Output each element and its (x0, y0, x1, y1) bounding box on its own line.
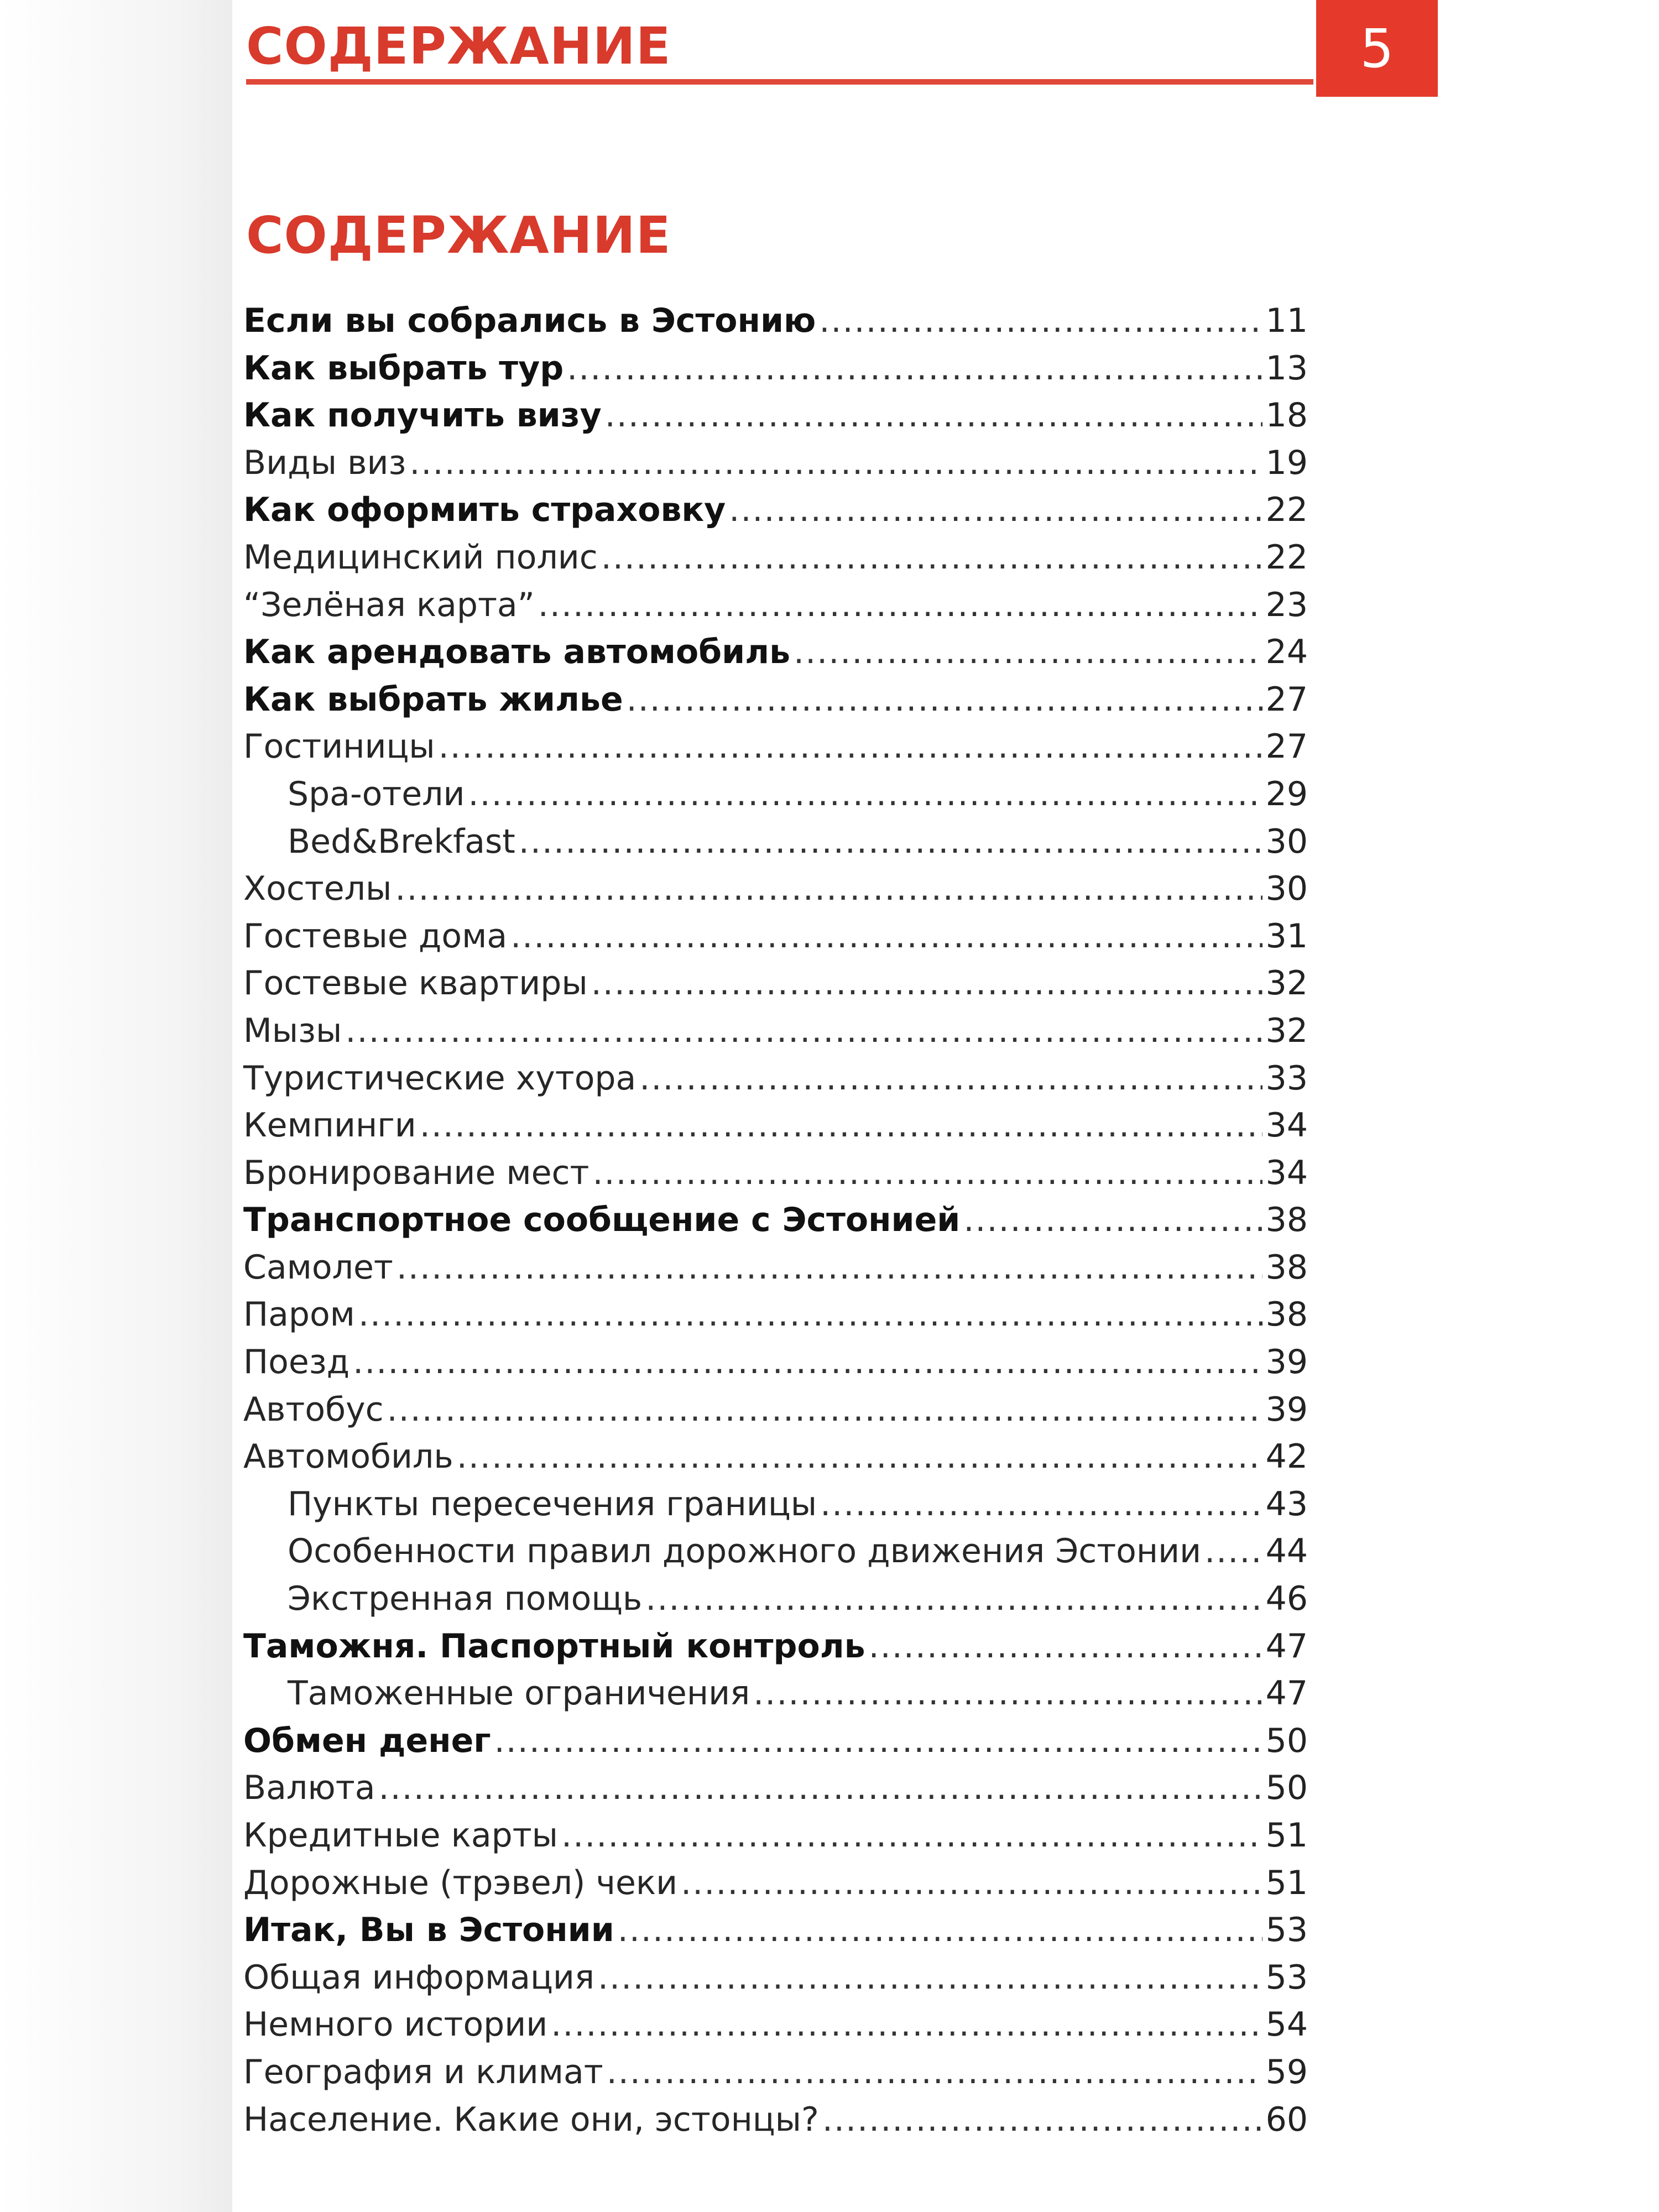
toc-dot-leader (345, 1011, 1262, 1050)
toc-dot-leader (1204, 1532, 1262, 1571)
toc-entry (243, 2100, 1308, 2148)
toc-entry-title: Итак, Вы в Эстонии (243, 1911, 614, 1950)
toc-entry (243, 1532, 1308, 1579)
toc-entry-title: Пункты пересечения границы (288, 1484, 817, 1524)
toc-entry-title: Самолет (243, 1248, 393, 1287)
toc-entry-page: 47 (1265, 1626, 1308, 1666)
toc-entry-title: Автобус (243, 1390, 384, 1429)
toc-dot-leader (963, 1201, 1262, 1239)
toc-entry (243, 1248, 1308, 1296)
toc-entry (243, 1627, 1308, 1674)
toc-entry-title: Население. Какие они, эстонцы? (243, 2100, 819, 2139)
toc-entry-page: 59 (1265, 2052, 1308, 2091)
toc-dot-leader (561, 1816, 1262, 1855)
table-of-contents (243, 301, 1308, 2147)
toc-dot-leader (457, 1437, 1262, 1476)
toc-entry (243, 2005, 1308, 2053)
toc-entry (243, 917, 1308, 964)
toc-entry (243, 396, 1308, 444)
toc-dot-leader (639, 1059, 1262, 1098)
toc-entry (243, 2053, 1308, 2100)
toc-entry-page: 13 (1265, 348, 1308, 388)
toc-entry (243, 1485, 1308, 1532)
toc-entry-page: 30 (1265, 869, 1308, 909)
toc-dot-leader (819, 301, 1262, 340)
toc-entry (243, 964, 1308, 1011)
toc-entry-page: 51 (1265, 1816, 1308, 1855)
toc-entry-title: Туристические хутора (243, 1058, 637, 1098)
toc-dot-leader (538, 586, 1262, 624)
toc-entry-page: 46 (1265, 1579, 1308, 1619)
toc-entry (243, 633, 1308, 680)
toc-entry-title: Bed&Brekfast (288, 822, 515, 861)
toc-entry-title: Как арендовать автомобиль (243, 633, 791, 672)
toc-dot-leader (379, 1768, 1262, 1807)
toc-dot-leader (397, 1248, 1262, 1287)
toc-entry-page: 38 (1265, 1295, 1308, 1334)
toc-entry-page: 38 (1265, 1201, 1308, 1240)
toc-entry-page: 19 (1265, 443, 1308, 482)
toc-entry-title: Если вы собрались в Эстонию (243, 301, 816, 340)
toc-entry-title: Хостелы (243, 869, 392, 909)
toc-dot-leader (822, 2100, 1262, 2139)
toc-entry (243, 775, 1308, 822)
toc-entry (243, 1958, 1308, 2006)
toc-dot-leader (510, 917, 1262, 956)
toc-entry-title: Обмен денег (243, 1721, 491, 1760)
toc-entry (243, 349, 1308, 397)
toc-entry (243, 301, 1308, 349)
toc-entry-page: 60 (1265, 2100, 1308, 2139)
toc-entry-title: Гостевые дома (243, 916, 508, 956)
toc-dot-leader (567, 349, 1262, 388)
page-header (246, 0, 1438, 97)
toc-entry (243, 869, 1308, 917)
toc-entry-title: Как выбрать тур (243, 348, 564, 388)
toc-entry-page: 50 (1265, 1721, 1308, 1760)
running-title: СОДЕРЖАНИЕ (246, 17, 671, 76)
toc-entry-title: Гостиницы (243, 727, 435, 766)
toc-entry-title: “Зелёная карта” (243, 585, 535, 624)
toc-entry-page: 39 (1265, 1390, 1308, 1429)
toc-entry-title: Spa-отели (288, 774, 465, 813)
toc-entry-title: Медицинский полис (243, 538, 598, 577)
toc-entry (243, 491, 1308, 538)
toc-entry-title: Как получить визу (243, 396, 602, 435)
toc-entry-title: Поезд (243, 1343, 350, 1382)
toc-entry (243, 1721, 1308, 1769)
toc-entry-title: Кредитные карты (243, 1816, 559, 1855)
toc-dot-leader (618, 1911, 1262, 1949)
toc-entry (243, 1864, 1308, 1911)
toc-entry-title: Таможенные ограничения (288, 1674, 750, 1713)
page-number: 5 (1360, 17, 1394, 80)
toc-entry-page: 30 (1265, 822, 1308, 861)
toc-entry-page: 53 (1265, 1911, 1308, 1950)
toc-entry-page: 22 (1265, 491, 1308, 530)
toc-entry (243, 586, 1308, 633)
toc-entry-title: Автомобиль (243, 1437, 453, 1477)
toc-dot-leader (395, 869, 1262, 908)
toc-dot-leader (592, 1154, 1262, 1192)
toc-dot-leader (519, 822, 1262, 861)
toc-entry-title: Бронирование мест (243, 1153, 589, 1192)
toc-entry (243, 1816, 1308, 1864)
toc-entry-title: Транспортное сообщение с Эстонией (243, 1201, 961, 1240)
toc-entry-page: 31 (1265, 916, 1308, 956)
toc-dot-leader (869, 1627, 1262, 1666)
toc-entry-page: 33 (1265, 1058, 1308, 1098)
toc-entry (243, 1674, 1308, 1721)
toc-entry-page: 44 (1265, 1532, 1308, 1571)
toc-dot-leader (494, 1721, 1262, 1760)
toc-entry-page: 22 (1265, 538, 1308, 577)
toc-entry-title: Кемпинги (243, 1106, 416, 1145)
toc-dot-leader (420, 1106, 1262, 1145)
toc-entry-page: 51 (1265, 1863, 1308, 1902)
toc-entry (243, 1911, 1308, 1958)
section-title: СОДЕРЖАНИЕ (246, 206, 671, 265)
toc-dot-leader (605, 396, 1262, 435)
toc-entry (243, 727, 1308, 775)
toc-entry-title: Паром (243, 1295, 355, 1334)
toc-dot-leader (645, 1579, 1262, 1618)
toc-entry-title: Дорожные (трэвел) чеки (243, 1863, 678, 1902)
toc-entry (243, 1154, 1308, 1201)
toc-entry-title: Немного истории (243, 2005, 548, 2044)
toc-dot-leader (353, 1343, 1262, 1381)
toc-entry-page: 43 (1265, 1484, 1308, 1524)
toc-entry (243, 680, 1308, 728)
toc-entry-page: 32 (1265, 1011, 1308, 1050)
toc-dot-leader (468, 775, 1262, 813)
toc-dot-leader (598, 1958, 1262, 1997)
toc-entry-page: 53 (1265, 1958, 1308, 1997)
toc-entry-page: 23 (1265, 585, 1308, 624)
toc-dot-leader (820, 1485, 1262, 1524)
header-rule (246, 79, 1313, 85)
toc-entry (243, 1106, 1308, 1154)
toc-entry (243, 538, 1308, 586)
toc-entry (243, 1011, 1308, 1059)
toc-dot-leader (627, 680, 1262, 719)
toc-entry-page: 34 (1265, 1106, 1308, 1145)
toc-entry-page: 11 (1265, 301, 1308, 340)
toc-entry-page: 54 (1265, 2005, 1308, 2044)
toc-entry (243, 1390, 1308, 1438)
toc-dot-leader (439, 727, 1262, 766)
toc-entry (243, 822, 1308, 870)
toc-entry-page: 47 (1265, 1674, 1308, 1713)
toc-entry (243, 1437, 1308, 1485)
toc-dot-leader (409, 444, 1262, 482)
toc-dot-leader (591, 964, 1262, 1003)
toc-entry (243, 444, 1308, 491)
toc-dot-leader (551, 2005, 1262, 2044)
toc-entry-page: 38 (1265, 1248, 1308, 1287)
toc-dot-leader (607, 2053, 1262, 2091)
toc-entry (243, 1343, 1308, 1390)
toc-entry-page: 39 (1265, 1343, 1308, 1382)
toc-dot-leader (729, 491, 1262, 529)
toc-entry-page: 32 (1265, 964, 1308, 1003)
toc-entry-page: 24 (1265, 633, 1308, 672)
toc-entry-page: 50 (1265, 1768, 1308, 1808)
toc-entry-page: 18 (1265, 396, 1308, 435)
toc-dot-leader (358, 1295, 1262, 1334)
page-gutter-shadow (0, 0, 254, 2212)
toc-entry-page: 27 (1265, 680, 1308, 719)
toc-entry-title: География и климат (243, 2052, 603, 2091)
toc-dot-leader (753, 1674, 1262, 1713)
toc-entry (243, 1295, 1308, 1343)
toc-dot-leader (601, 538, 1262, 577)
page-number-badge (1316, 0, 1438, 97)
toc-entry (243, 1201, 1308, 1248)
toc-entry-title: Таможня. Паспортный контроль (243, 1626, 865, 1666)
toc-dot-leader (794, 633, 1262, 671)
toc-entry-title: Как выбрать жилье (243, 680, 623, 719)
toc-entry-title: Гостевые квартиры (243, 964, 588, 1003)
toc-entry-page: 29 (1265, 774, 1308, 813)
toc-entry-title: Особенности правил дорожного движения Эстонии (288, 1532, 1202, 1571)
toc-entry-title: Экстренная помощь (288, 1579, 643, 1619)
toc-entry-title: Общая информация (243, 1958, 594, 1997)
toc-dot-leader (387, 1390, 1262, 1429)
toc-entry-page: 27 (1265, 727, 1308, 766)
toc-dot-leader (681, 1864, 1262, 1902)
toc-entry (243, 1059, 1308, 1107)
toc-entry-title: Как оформить страховку (243, 491, 726, 530)
toc-entry-title: Виды виз (243, 443, 406, 482)
toc-entry (243, 1579, 1308, 1627)
toc-entry-title: Мызы (243, 1011, 342, 1050)
toc-entry-page: 34 (1265, 1153, 1308, 1192)
toc-entry-page: 42 (1265, 1437, 1308, 1477)
toc-entry-title: Валюта (243, 1768, 375, 1808)
toc-entry (243, 1768, 1308, 1816)
